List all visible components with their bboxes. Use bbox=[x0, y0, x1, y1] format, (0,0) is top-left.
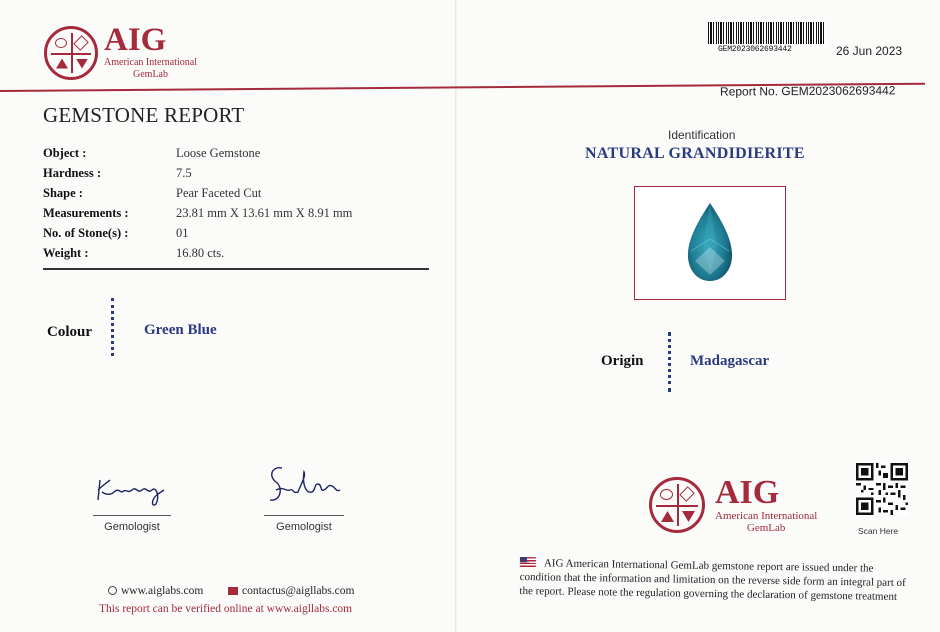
email-text: contactus@aigllabs.com bbox=[242, 585, 355, 597]
pear-gem-image bbox=[635, 187, 784, 298]
brand-line2: GemLab bbox=[133, 69, 168, 80]
field-label: No. of Stone(s) : bbox=[43, 225, 129, 240]
qr-code[interactable] bbox=[856, 462, 908, 516]
field-value: 01 bbox=[176, 225, 189, 240]
field-label: Measurements : bbox=[43, 205, 129, 220]
colour-value: Green Blue bbox=[144, 322, 217, 338]
aig-logo-bottom bbox=[649, 476, 817, 534]
disclaimer-text: AIG American International GemLab gemstone report are issued under the condition that the information and limitation on the reverse side form an integral part of the report. Please note the regulation governing the declaration of gemstone treatment bbox=[519, 557, 906, 603]
gemstone-name: NATURAL GRANDIDIERITE bbox=[585, 145, 805, 162]
signature-2 bbox=[262, 462, 348, 512]
report-fields bbox=[43, 143, 352, 263]
us-flag-icon bbox=[520, 557, 536, 567]
website-link[interactable] bbox=[108, 585, 203, 597]
aig-logo-top bbox=[44, 24, 197, 81]
field-row bbox=[43, 203, 352, 223]
field-value: 23.81 mm X 13.61 mm X 8.91 mm bbox=[176, 205, 353, 220]
website-text: www.aiglabs.com bbox=[121, 585, 204, 597]
signature-line-2 bbox=[264, 515, 344, 516]
gemstone-photo bbox=[634, 186, 786, 300]
origin-dots bbox=[668, 332, 674, 392]
field-row bbox=[43, 223, 352, 243]
scan-here-label: Scan Here bbox=[858, 526, 899, 536]
field-label: Hardness : bbox=[43, 165, 101, 180]
envelope-icon bbox=[228, 587, 238, 595]
barcode-text: GEM2023062693442 bbox=[718, 45, 792, 54]
field-row bbox=[43, 143, 352, 163]
brand-line2: GemLab bbox=[746, 522, 786, 534]
gemologist-caption-1: Gemologist bbox=[104, 521, 160, 533]
field-label: Weight : bbox=[43, 245, 89, 260]
field-value: Pear Faceted Cut bbox=[176, 185, 262, 200]
globe-icon bbox=[108, 586, 117, 595]
origin-label: Origin bbox=[601, 353, 644, 369]
colour-dots bbox=[111, 298, 117, 356]
gemologist-caption-2: Gemologist bbox=[276, 521, 332, 533]
report-date: 26 Jun 2023 bbox=[836, 44, 903, 58]
field-value: 7.5 bbox=[176, 165, 192, 180]
signature-line-1 bbox=[93, 515, 171, 516]
aig-seal-icon bbox=[649, 477, 705, 533]
aig-wordmark: AIG bbox=[715, 474, 780, 511]
email-link[interactable] bbox=[228, 585, 354, 597]
report-title: GEMSTONE REPORT bbox=[43, 103, 245, 127]
field-row bbox=[43, 163, 352, 183]
disclaimer bbox=[519, 556, 912, 604]
fields-divider bbox=[43, 268, 429, 270]
field-value: 16.80 cts. bbox=[176, 245, 225, 260]
brand-line1: American International bbox=[104, 57, 198, 68]
field-label: Object : bbox=[43, 145, 87, 160]
field-row bbox=[43, 183, 352, 203]
brand-line1: American International bbox=[715, 510, 818, 522]
barcode bbox=[708, 22, 826, 44]
aig-seal-icon bbox=[44, 26, 98, 80]
identification-label: Identification bbox=[668, 128, 736, 142]
field-row bbox=[43, 243, 352, 263]
fold-crease bbox=[455, 0, 457, 632]
aig-wordmark: AIG bbox=[104, 22, 167, 58]
report-number: Report No. GEM2023062693442 bbox=[719, 83, 896, 99]
field-value: Loose Gemstone bbox=[176, 145, 261, 160]
signature-1 bbox=[92, 470, 172, 510]
field-label: Shape : bbox=[43, 185, 83, 200]
colour-label: Colour bbox=[47, 324, 92, 340]
origin-value: Madagascar bbox=[690, 353, 770, 369]
verify-note: This report can be verified online at www.aigllabs.com bbox=[99, 603, 353, 615]
